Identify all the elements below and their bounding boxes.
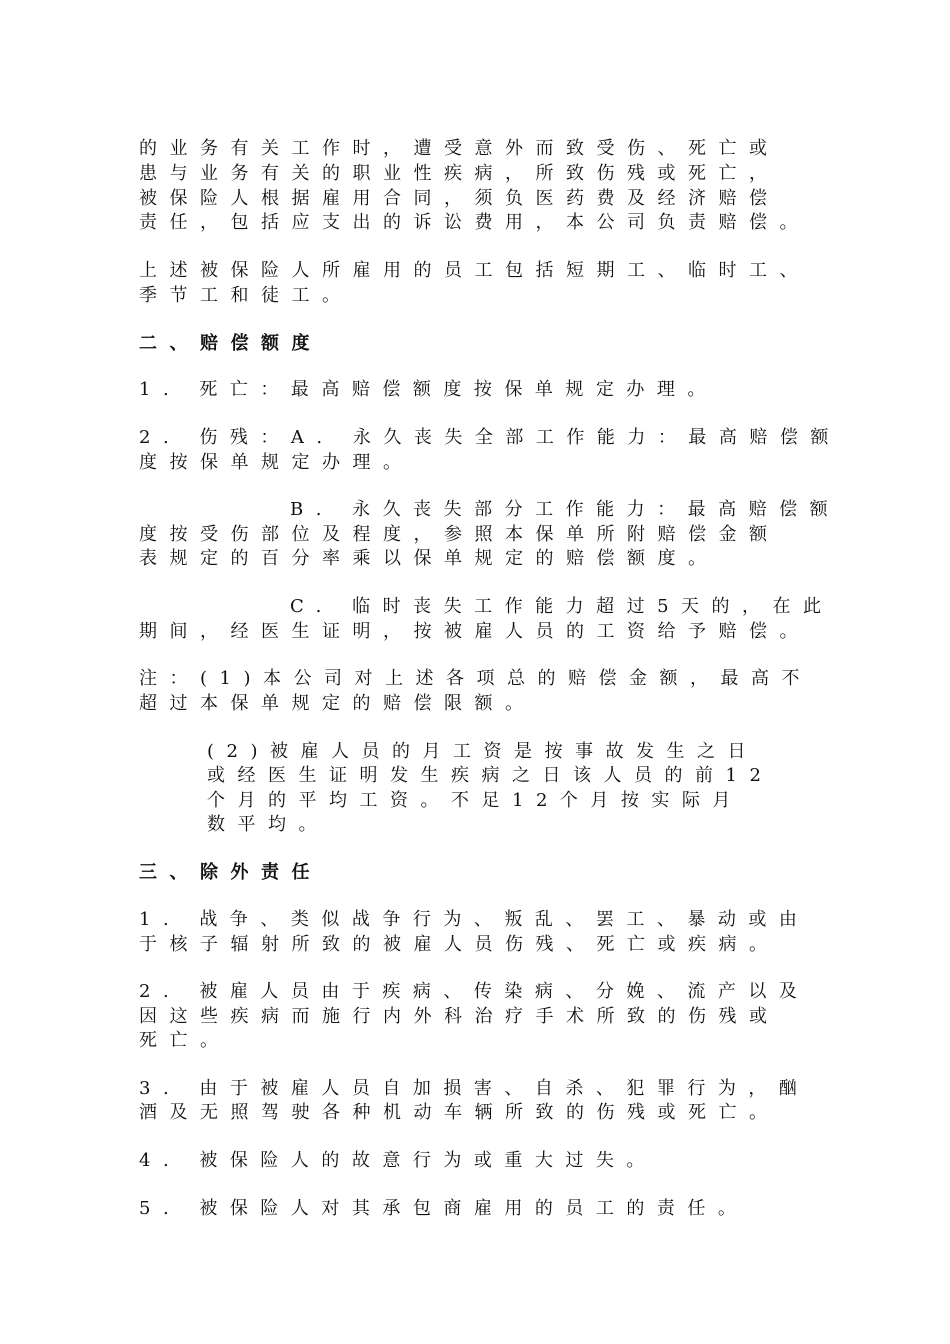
paragraph-line: 度按受伤部位及程度，参照本保单所附赔偿金额 bbox=[139, 524, 780, 545]
paragraph-line: 的业务有关工作时，遭受意外而致受伤、死亡或 bbox=[139, 138, 780, 159]
paragraph-line: 超过本保单规定的赔偿限额。 bbox=[139, 693, 536, 714]
paragraph-line: 被保险人根据雇用合同，须负医药费及经济赔偿 bbox=[139, 188, 780, 209]
note-item: (2)被雇人员的月工资是按事故发生之日 bbox=[207, 741, 758, 762]
paragraph-line: 死亡。 bbox=[139, 1030, 231, 1051]
paragraph-line: 季节工和徒工。 bbox=[139, 285, 353, 306]
section-heading: 二、赔偿额度 bbox=[139, 333, 322, 354]
paragraph-line: 患与业务有关的职业性疾病，所致伤残或死亡， bbox=[139, 163, 780, 184]
paragraph-line: 因这些疾病而施行内外科治疗手术所致的伤残或 bbox=[139, 1006, 780, 1027]
paragraph-line: 数平均。 bbox=[207, 814, 329, 835]
paragraph-line: 期间，经医生证明，按被雇人员的工资给予赔偿。 bbox=[139, 621, 810, 642]
sub-item: B. 永久丧失部分工作能力：最高赔偿额 bbox=[290, 499, 841, 520]
section-heading: 三、除外责任 bbox=[139, 862, 322, 883]
paragraph-line: 表规定的百分率乘以保单规定的赔偿额度。 bbox=[139, 548, 719, 569]
list-item: 3. 由于被雇人员自加损害、自杀、犯罪行为，酗 bbox=[139, 1078, 810, 1099]
sub-item: C. 临时丧失工作能力超过5天的，在此 bbox=[290, 596, 834, 617]
list-item: 4. 被保险人的故意行为或重大过失。 bbox=[139, 1150, 657, 1171]
note-item: 注：(1)本公司对上述各项总的赔偿金额，最高不 bbox=[139, 668, 812, 689]
list-item: 1. 死亡：最高赔偿额度按保单规定办理。 bbox=[139, 379, 718, 400]
paragraph-line: 度按保单规定办理。 bbox=[139, 452, 414, 473]
paragraph-line: 于核子辐射所致的被雇人员伤残、死亡或疾病。 bbox=[139, 934, 780, 955]
paragraph-line: 上述被保险人所雇用的员工包括短期工、临时工、 bbox=[139, 260, 810, 281]
paragraph-line: 或经医生证明发生疾病之日该人员的前12 bbox=[207, 765, 774, 786]
paragraph-line: 个月的平均工资。不足12个月按实际月 bbox=[207, 790, 743, 811]
list-item: 2. 伤残：A. 永久丧失全部工作能力：最高赔偿额 bbox=[139, 427, 841, 448]
list-item: 2. 被雇人员由于疾病、传染病、分娩、流产以及 bbox=[139, 981, 810, 1002]
list-item: 1. 战争、类似战争行为、叛乱、罢工、暴动或由 bbox=[139, 909, 810, 930]
paragraph-line: 责任，包括应支出的诉讼费用，本公司负责赔偿。 bbox=[139, 212, 810, 233]
paragraph-line: 酒及无照驾驶各种机动车辆所致的伤残或死亡。 bbox=[139, 1102, 780, 1123]
list-item: 5. 被保险人对其承包商雇用的员工的责任。 bbox=[139, 1198, 749, 1219]
